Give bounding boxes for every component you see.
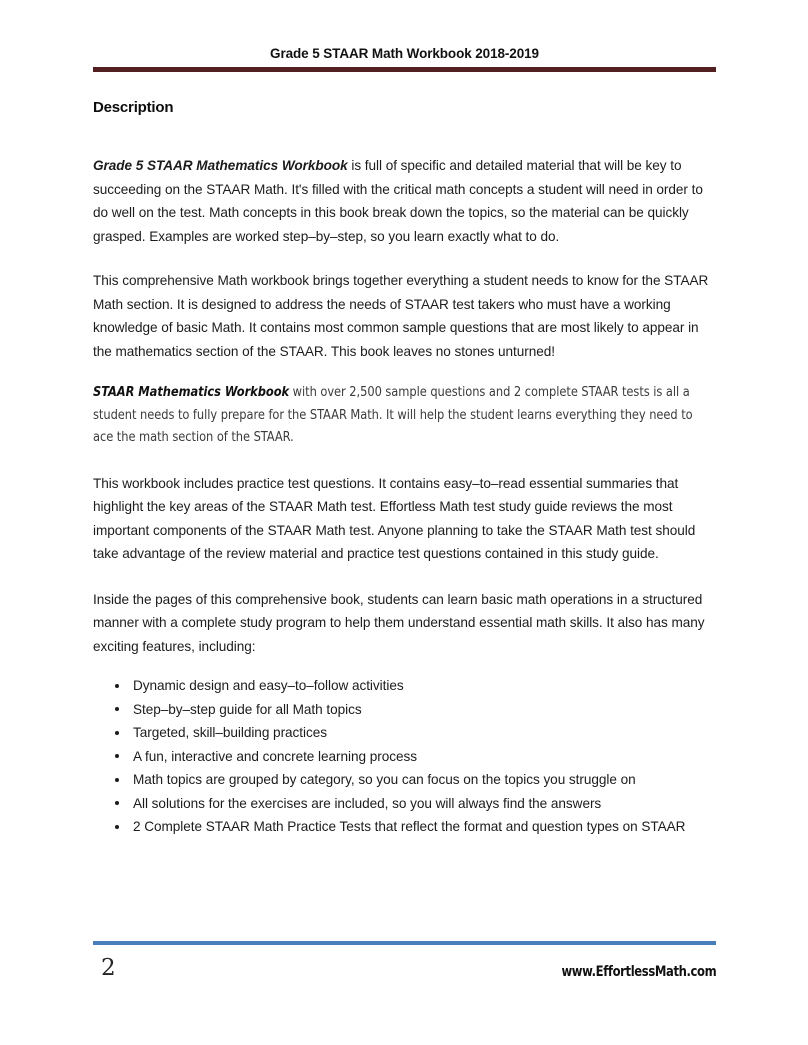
features-bullet-list — [93, 674, 716, 839]
list-item-label: 2 Complete STAAR Math Practice Tests that reflect the format and question types on STAAR — [133, 819, 686, 834]
bullet-dot-icon — [115, 731, 119, 735]
bullet-dot-icon — [115, 684, 119, 688]
list-item-label: Step–by–step guide for all Math topics — [133, 701, 362, 717]
paragraph-comprehensive — [93, 269, 716, 363]
paragraph-intro-lead: Grade 5 STAAR Mathematics Workbook — [93, 158, 348, 173]
list-item-label: Targeted, skill–building practices — [133, 725, 328, 740]
running-header-title: Grade 5 STAAR Math Workbook 2018-2019 — [270, 46, 539, 61]
footer-website-url: www.EffortlessMath.com — [561, 964, 716, 980]
page-number: 2 — [101, 955, 116, 981]
list-item — [93, 768, 716, 792]
paragraph-sample-questions-body: with over 2,500 sample questions and 2 complete STAAR tests is all a student needs to fully prepare for the STAAR Math. It will help the student learns everything they need to ace the math section of the STAAR. — [93, 385, 693, 445]
list-item — [93, 792, 716, 816]
section-heading-description: Description — [93, 99, 174, 116]
paragraph-practice-tests-body: This workbook includes practice test questions. It contains easy–to–read essential summaries that highlight the key areas of the STAAR Math test. Effortless Math test study guide reviews the most important components of the STAAR Math test. Anyone planning to take the STAAR Math test should take advantage of the review material and practice test questions contained in this study guide. — [93, 475, 696, 561]
list-item — [93, 721, 716, 745]
list-item-label: A fun, interactive and concrete learning process — [133, 748, 417, 764]
bullet-dot-icon — [115, 754, 119, 758]
paragraph-features-intro-body: Inside the pages of this comprehensive book, students can learn basic math operations in a structured manner with a complete study program to help them understand essential math skills. It also has many exciting features, including: — [93, 591, 705, 654]
paragraph-comprehensive-body: This comprehensive Math workbook brings together everything a student needs to know for the STAAR Math section. It is designed to address the needs of STAAR test takers who must have a working knowledge of basic Math. It contains most common sample questions that are most likely to appear in the mathematics section of the STAAR. This book leaves no stones unturned! — [93, 273, 709, 359]
list-item — [93, 698, 716, 722]
bullet-dot-icon — [115, 778, 119, 782]
page-footer — [93, 941, 716, 991]
bullet-dot-icon — [115, 707, 119, 711]
list-item — [93, 815, 716, 839]
paragraph-features-intro — [93, 588, 716, 659]
list-item — [93, 745, 716, 769]
paragraph-sample-questions-lead: STAAR Mathematics Workbook — [93, 385, 290, 400]
list-item-label: All solutions for the exercises are included, so you will always find the answers — [133, 795, 602, 811]
list-item — [93, 674, 716, 698]
paragraph-intro — [93, 154, 716, 248]
footer-row — [93, 945, 716, 991]
paragraph-sample-questions — [93, 382, 715, 450]
paragraph-intro-body: is full of specific and detailed material that will be key to succeeding on the STAAR Math. It's filled with the critical math concepts a student will need in order to do well on the test. Math concepts in this book break down the topics, so the material can be quickly grasped. Examples are worked step–by–step, so you learn exactly what to do. — [93, 158, 703, 244]
header-divider-rule — [93, 67, 716, 72]
list-item-label: Dynamic design and easy–to–follow activities — [133, 678, 404, 693]
page-content — [93, 0, 716, 839]
bullet-dot-icon — [115, 801, 119, 805]
bullet-dot-icon — [115, 825, 119, 829]
list-item-label: Math topics are grouped by category, so you can focus on the topics you struggle on — [133, 772, 636, 787]
paragraph-practice-tests — [93, 472, 716, 566]
